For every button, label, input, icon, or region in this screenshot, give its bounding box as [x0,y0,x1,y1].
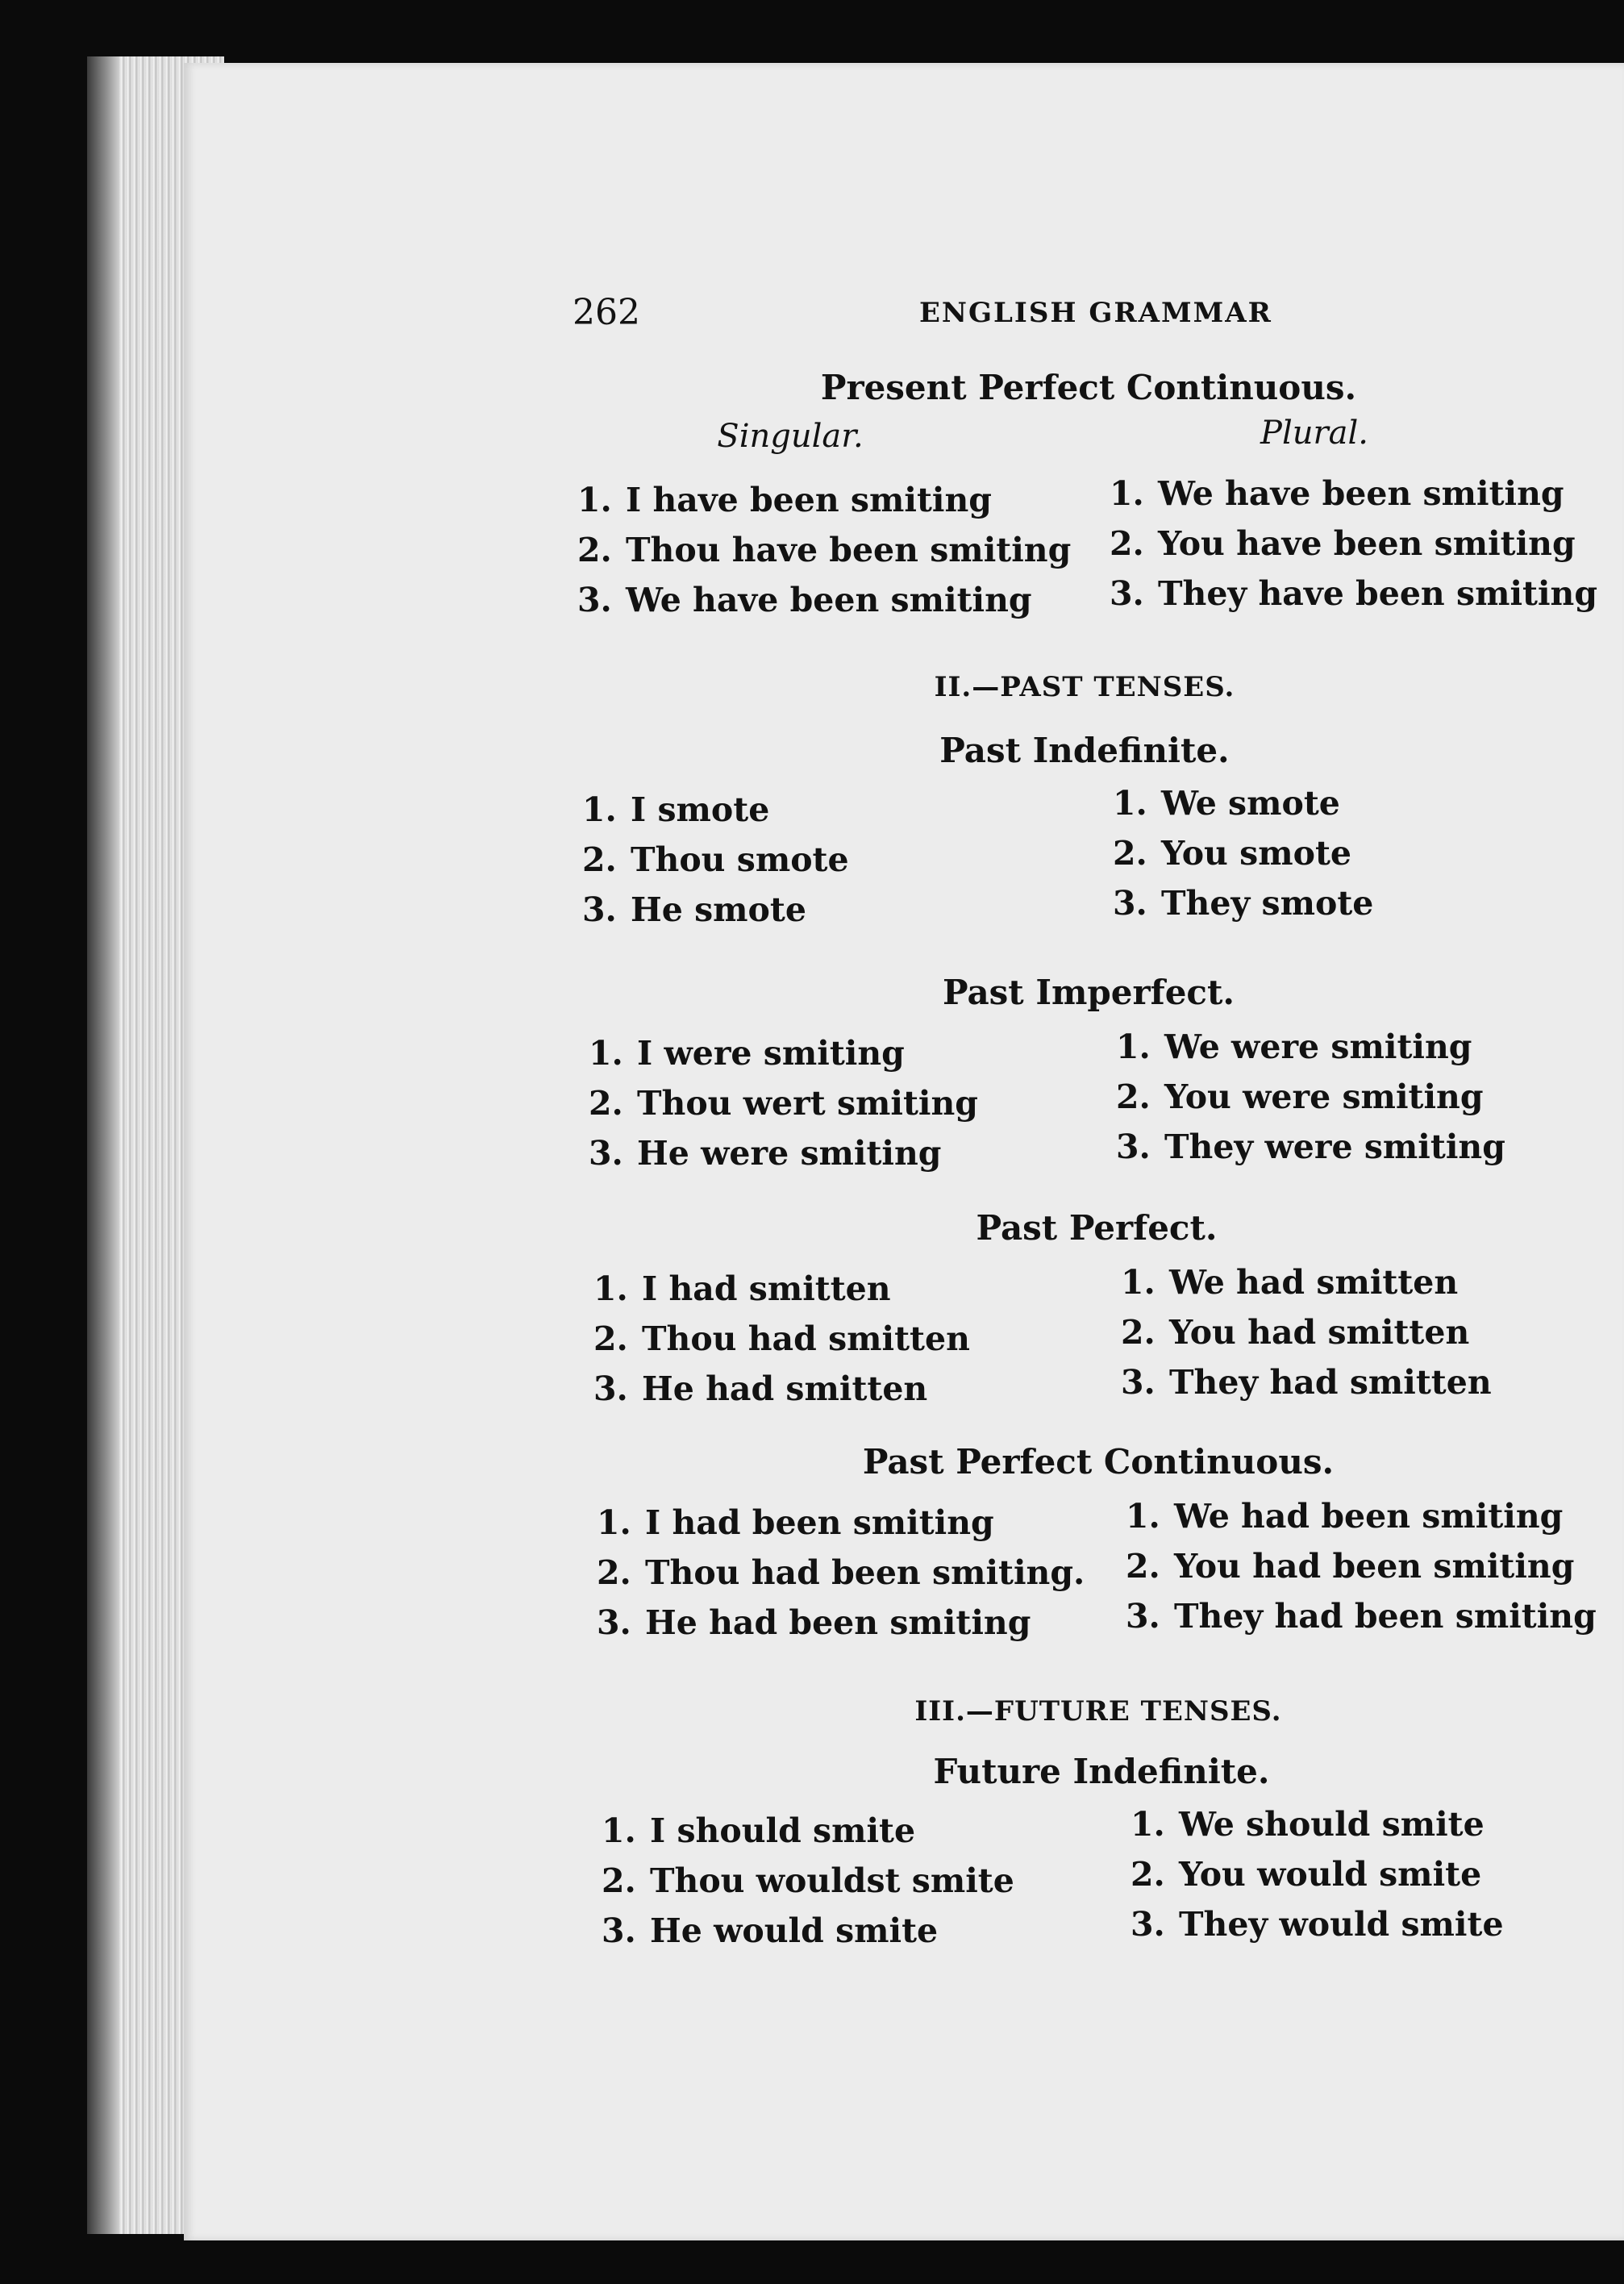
list-item: 2. Thou wouldst smite [602,1861,1014,1900]
list-item: 3. They would smite [1131,1905,1504,1944]
list-item: 3. They smote [1113,884,1374,923]
list-item: 1. I had smitten [593,1269,891,1308]
singular-label: Singular. [717,418,864,455]
list-item: 2. Thou wert smiting [589,1084,978,1123]
list-item: 2. You had smitten [1121,1313,1470,1352]
list-item: 3. He would smite [602,1911,939,1950]
singular-list-past-perfect [593,1269,970,1419]
list-item: 3. He had smitten [593,1369,928,1408]
singular-list-past-imperfect [589,1034,978,1184]
list-item: 1. We should smite [1131,1805,1485,1844]
list-item: 3. They had smitten [1121,1363,1492,1402]
plural-list-future-indefinite [1131,1805,1504,1955]
section-title-past-indefinite: Past Indefinite. [939,731,1230,770]
list-item: 2. You had been smiting [1126,1547,1575,1586]
singular-list-future-indefinite [602,1811,1014,1961]
section-title-present-perfect-continuous: Present Perfect Continuous. [820,368,1357,407]
major-heading-future-tenses: III.—FUTURE TENSES. [914,1695,1282,1728]
page-number: 262 [573,292,640,333]
list-item: 2. Thou smote [582,840,849,879]
plural-list-present-perfect-continuous [1110,474,1597,624]
plural-list-past-perfect [1121,1263,1492,1413]
list-item: 2. You would smite [1131,1855,1482,1894]
list-item: 1. We were smiting [1116,1027,1472,1066]
book-binding-shadow [87,56,119,2234]
list-item: 1. We have been smiting [1110,474,1564,513]
singular-list-present-perfect-continuous [577,481,1071,631]
list-item: 2. Thou have been smiting [577,531,1072,569]
list-item: 1. We smote [1113,784,1340,823]
list-item: 3. We have been smiting [577,581,1032,619]
list-item: 2. You smote [1113,834,1351,873]
list-item: 3. They were smiting [1116,1127,1505,1166]
list-item: 1. We had been smiting [1126,1497,1564,1536]
singular-list-past-indefinite [582,790,849,940]
list-item: 2. You have been smiting [1110,524,1576,563]
section-title-past-imperfect: Past Imperfect. [942,973,1235,1012]
list-item: 1. I were smiting [589,1034,905,1073]
list-item: 1. I had been smiting [597,1503,994,1542]
list-item: 3. They have been smiting [1110,574,1598,613]
list-item: 3. They had been smiting [1126,1597,1597,1636]
list-item: 2. You were smiting [1116,1077,1484,1116]
list-item: 2. Thou had been smiting. [597,1553,1085,1592]
major-heading-past-tenses: II.—PAST TENSES. [934,671,1235,703]
singular-list-past-perfect-continuous [597,1503,1085,1653]
list-item: 1. We had smitten [1121,1263,1459,1302]
list-item: 1. I have been smiting [577,481,992,519]
plural-list-past-indefinite [1113,784,1373,934]
list-item: 3. He smote [582,890,806,929]
section-title-future-indefinite: Future Indefinite. [933,1752,1270,1791]
section-title-past-perfect: Past Perfect. [976,1208,1218,1248]
list-item: 1. I smote [582,790,770,829]
plural-list-past-imperfect [1116,1027,1505,1177]
list-item: 3. He had been smiting [597,1603,1031,1642]
plural-list-past-perfect-continuous [1126,1497,1597,1647]
section-title-past-perfect-continuous: Past Perfect Continuous. [862,1442,1335,1482]
running-head: ENGLISH GRAMMAR [919,297,1272,329]
list-item: 1. I should smite [602,1811,916,1850]
list-item: 3. He were smiting [589,1134,942,1173]
plural-label: Plural. [1260,415,1368,452]
list-item: 2. Thou had smitten [593,1319,970,1358]
